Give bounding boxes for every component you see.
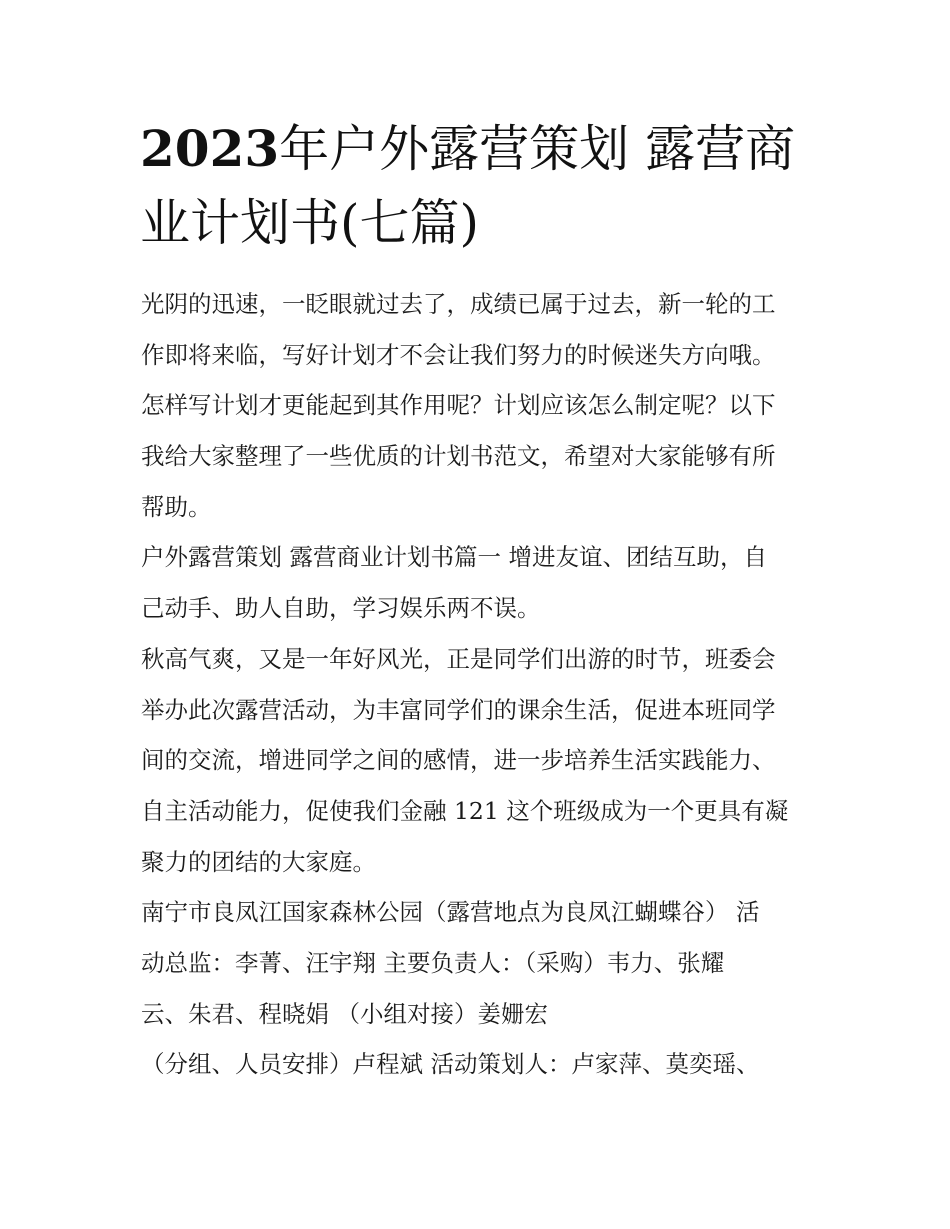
body-line: 帮助。	[141, 492, 212, 521]
title-line-2: 业计划书(七篇)	[140, 194, 480, 252]
body-line: 光阴的迅速，一眨眼就过去了，成绩已属于过去，新一轮的工	[141, 290, 776, 318]
body-line: 南宁市良凤江国家森林公园（露营地点为良凤江蝴蝶谷） 活	[141, 898, 760, 927]
body-line: 间的交流，增进同学之间的感情，进一步培养生活实践能力、	[141, 746, 776, 775]
body-line: 我给大家整理了一些优质的计划书范文，希望对大家能够有所	[141, 442, 776, 471]
body-line: 户外露营策划 露营商业计划书篇一 增进友谊、团结互助，自	[141, 543, 767, 572]
body-line: 怎样写计划才更能起到其作用呢？计划应该怎么制定呢？以下	[141, 391, 776, 420]
body-line: 自主活动能力，促使我们金融 121 这个班级成为一个更具有凝	[141, 796, 789, 825]
title-line-1: 年户外露营策划 露营商	[279, 120, 796, 178]
body-line: 云、朱君、程晓娟 （小组对接）姜姗宏	[141, 999, 548, 1028]
body-line: 动总监：李菁、汪宇翔 主要负责人：（采购）韦力、张耀	[141, 948, 725, 977]
body-line: 己动手、助人自助，学习娱乐两不误。	[141, 594, 541, 623]
body-line: 聚力的团结的大家庭。	[141, 847, 376, 876]
body-line: 作即将来临，写好计划才不会让我们努力的时候迷失方向哦。	[141, 340, 776, 369]
body-line: 举办此次露营活动，为丰富同学们的课余生活，促进本班同学	[141, 695, 776, 724]
document-title	[140, 112, 820, 260]
document-body	[141, 279, 831, 1090]
body-line: 秋高气爽，又是一年好风光，正是同学们出游的时节，班委会	[141, 644, 776, 673]
title-year: 2023	[140, 119, 280, 178]
body-line: （分组、人员安排）卢程斌 活动策划人：卢家萍、莫奕瑶、	[141, 1050, 760, 1079]
